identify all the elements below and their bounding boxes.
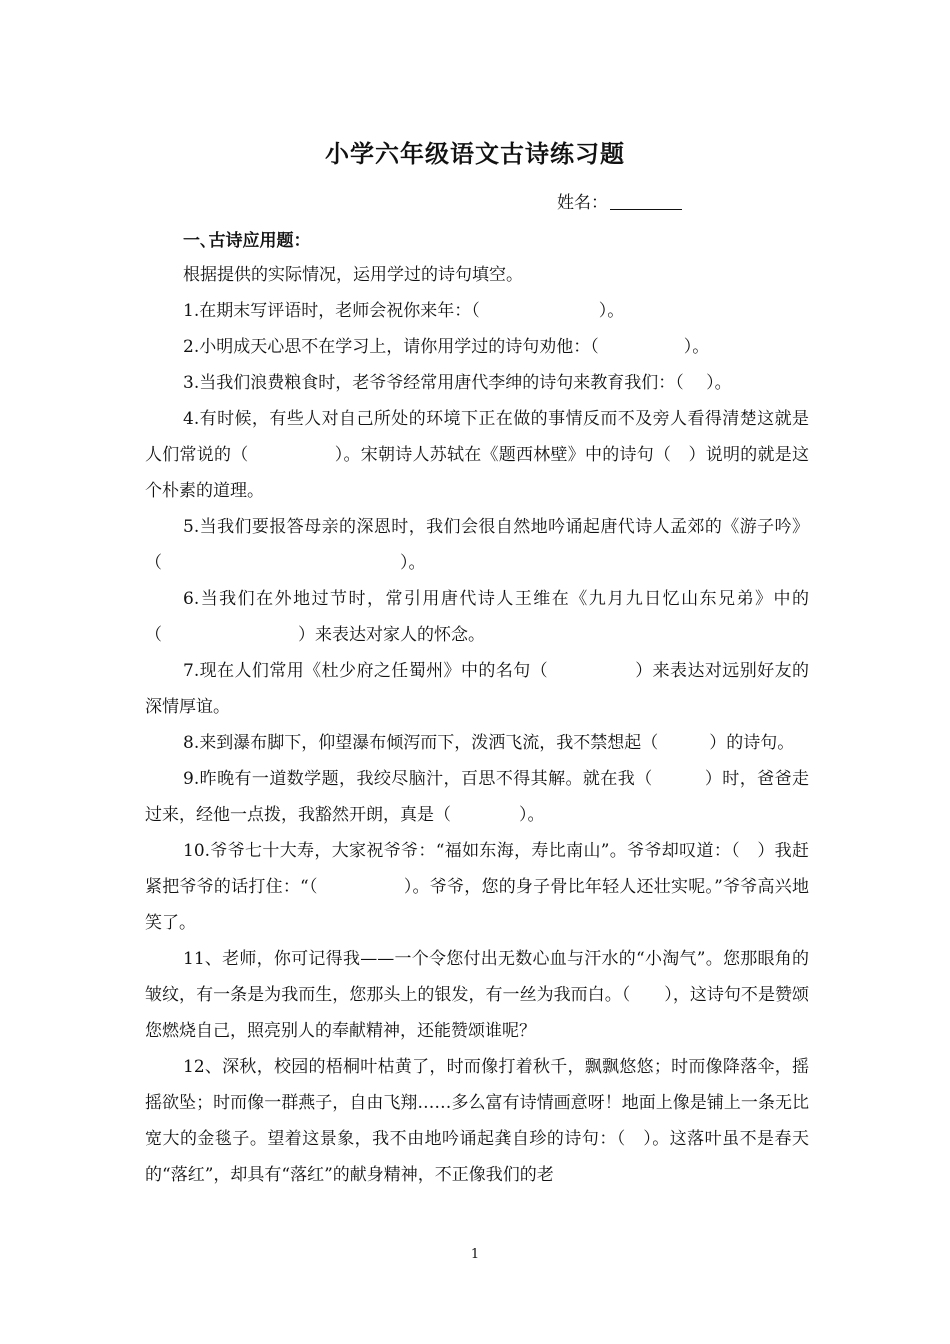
instruction-text: 根据提供的实际情况，运用学过的诗句填空。 [183,265,523,285]
page-number: 1 [470,1247,480,1262]
question-7: 7.现在人们常用《杜少府之任蜀州》中的名句（ ）来表达对远别好友的深情厚谊。 [145,661,809,717]
question-10: 10.爷爷七十大寿，大家祝爷爷：“福如东海，寿比南山”。爷爷却叹道：（ ）我赶紧把爷爷的话打住：“（ ）。爷爷，您的身子骨比年轻人还壮实呢。”爷爷高兴地笑了。 [145,841,809,933]
question-11: 11、老师，你可记得我——一个令您付出无数心血与汗水的“小淘气”。您那眼角的皱纹，有一条是为我而生，您那头上的银发，有一丝为我而白。（ ），这诗句不是赞颂您燃烧自己，照亮别人的奉献精神，还能赞颂谁呢？ [145,949,809,1041]
name-label: 姓名： [557,193,608,213]
question-4: 4.有时候，有些人对自己所处的环境下正在做的事情反而不及旁人看得清楚这就是人们常说的（ ）。宋朝诗人苏轼在《题西林壁》中的诗句（ ）说明的就是这个朴素的道理。 [145,409,809,501]
question-8: 8.来到瀑布脚下，仰望瀑布倾泻而下，泼洒飞流，我不禁想起（ ）的诗句。 [183,733,795,753]
question-5: 5.当我们要报答母亲的深恩时，我们会很自然地吟诵起唐代诗人孟郊的《游子吟》（ ）。 [145,517,809,573]
question-1: 1.在期末写评语时，老师会祝你来年：（ ）。 [183,301,625,321]
question-12: 12、深秋，校园的梧桐叶枯黄了，时而像打着秋千，飘飘悠悠；时而像降落伞，摇摇欲坠；时而像一群燕子，自由飞翔……多么富有诗情画意呀！地面上像是铺上一条无比宽大的金毯子。望着这景象，我不由地吟诵起龚自珍的诗句：（ ）。这落叶虽不是春天的“落红”，却具有“落红”的献身精神，不正像我们的老 [145,1057,809,1185]
name-field [557,188,682,213]
question-2: 2.小明成天心思不在学习上，请你用学过的诗句劝他：（ ）。 [183,337,710,357]
question-6: 6.当我们在外地过节时，常引用唐代诗人王维在《九月九日忆山东兄弟》中的（ ）来表达对家人的怀念。 [145,589,809,645]
name-blank-line [610,191,682,210]
page-title: 小学六年级语文古诗练习题 [325,139,625,168]
question-9: 9.昨晚有一道数学题，我绞尽脑汁，百思不得其解。就在我（ ）时，爸爸走过来，经他一点拨，我豁然开朗，真是（ ）。 [145,769,809,825]
section-heading: 一､古诗应用题： [183,231,311,251]
question-3: 3.当我们浪费粮食时，老爷爷经常用唐代李绅的诗句来教育我们：（ ）。 [183,373,732,393]
question-list [145,257,809,1193]
